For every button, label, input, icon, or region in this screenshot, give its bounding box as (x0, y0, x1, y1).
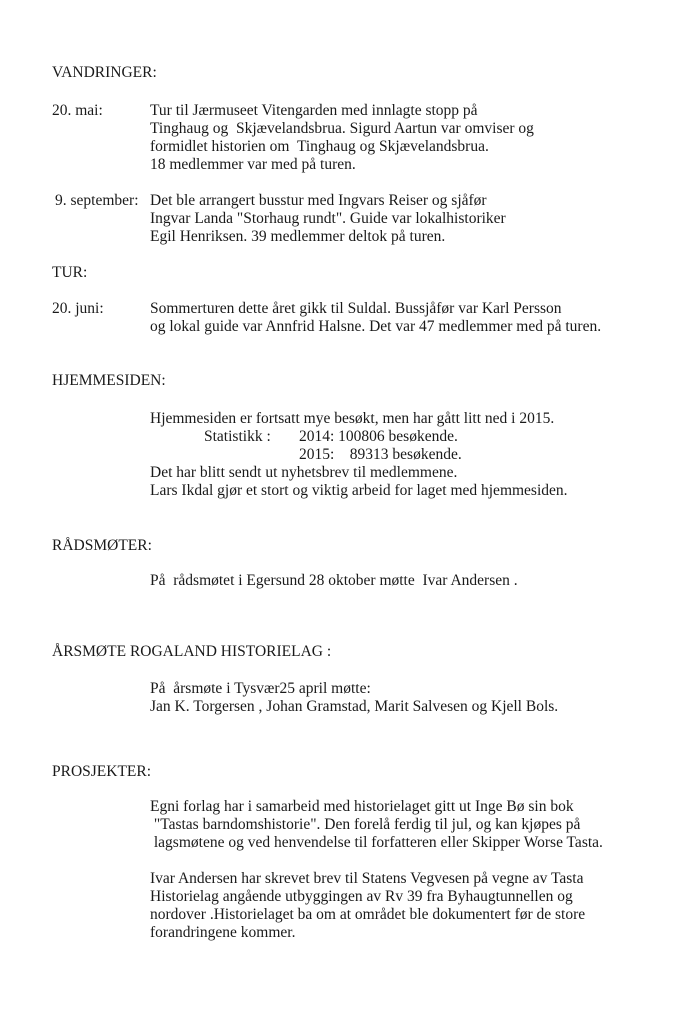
entry-text-line: formidlet historien om Tinghaug og Skjævelandsbrua. (150, 138, 489, 155)
body-line: På årsmøte i Tysvær25 april møtte: (150, 680, 371, 697)
body-line: lagsmøtene og ved henvendelse til forfatteren eller Skipper Worse Tasta. (150, 834, 603, 851)
entry-date: 9. september: (55, 192, 139, 209)
body-line: Det har blitt sendt ut nyhetsbrev til medlemmene. (150, 464, 458, 481)
entry-text-line: Tur til Jærmuseet Vitengarden med innlagte stopp på (150, 102, 478, 119)
entry-text-line: Egil Henriksen. 39 medlemmer deltok på turen. (150, 228, 446, 245)
entry-date: 20. juni: (52, 300, 104, 317)
body-line: Egni forlag har i samarbeid med historielaget gitt ut Inge Bø sin bok (150, 798, 574, 815)
body-line: nordover .Historielaget ba om at området ble dokumentert før de store (150, 906, 586, 923)
body-line: Jan K. Torgersen , Johan Gramstad, Marit Salvesen og Kjell Bols. (150, 698, 559, 715)
stat-2015: 2015: 89313 besøkende. (299, 446, 462, 463)
stat-2014: 2014: 100806 besøkende. (299, 428, 458, 445)
entry-text-line: 18 medlemmer var med på turen. (150, 156, 356, 173)
section-heading-hjemmesiden: HJEMMESIDEN: (52, 372, 166, 389)
body-line: Historielag angående utbyggingen av Rv 39 fra Byhaugtunnellen og (150, 888, 573, 905)
entry-text-line: Tinghaug og Skjævelandsbrua. Sigurd Aartun var omviser og (150, 120, 534, 137)
body-line: Hjemmesiden er fortsatt mye besøkt, men har gått litt ned i 2015. (150, 410, 555, 427)
entry-text-line: Sommerturen dette året gikk til Suldal. Bussjåfør var Karl Persson (150, 300, 562, 317)
section-heading-arsmote: ÅRSMØTE ROGALAND HISTORIELAG : (52, 643, 332, 660)
body-line: Lars Ikdal gjør et stort og viktig arbeid for laget med hjemmesiden. (150, 482, 568, 499)
entry-date: 20. mai: (52, 102, 103, 119)
section-heading-prosjekter: PROSJEKTER: (52, 763, 152, 780)
body-line: Ivar Andersen har skrevet brev til Statens Vegvesen på vegne av Tasta (150, 870, 584, 887)
section-heading-radsmoter: RÅDSMØTER: (52, 537, 152, 554)
body-line: På rådsmøtet i Egersund 28 oktober møtte Ivar Andersen . (150, 572, 518, 589)
stats-label: Statistikk : (204, 428, 271, 445)
section-heading-vandringer: VANDRINGER: (52, 64, 157, 81)
entry-text-line: Ingvar Landa "Storhaug rundt". Guide var lokalhistoriker (150, 210, 506, 227)
body-line: forandringene kommer. (150, 924, 296, 941)
section-heading-tur: TUR: (52, 264, 88, 281)
entry-text-line: Det ble arrangert busstur med Ingvars Reiser og sjåfør (150, 192, 487, 209)
entry-text-line: og lokal guide var Annfrid Halsne. Det var 47 medlemmer med på turen. (150, 318, 602, 335)
body-line: "Tastas barndomshistorie". Den forelå ferdig til jul, og kan kjøpes på (150, 816, 581, 833)
